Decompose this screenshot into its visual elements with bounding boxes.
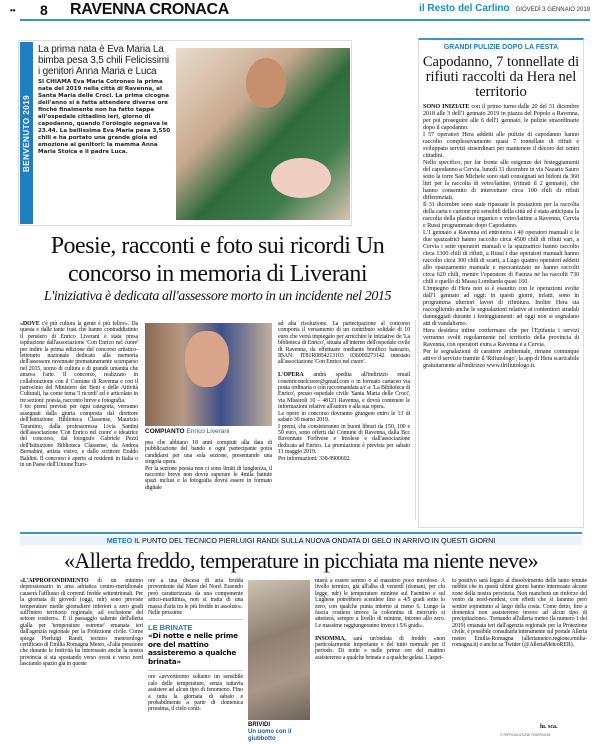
hera-p3: Nello specifico, per far fronte alle esigenze dei festeggiamenti del capodanno a Cervia, lunedì 31 dicembre in via Nazario Sauro sotto la torre San Michele sono stati consegnati sei bidoni da 360 litri per la raccolta di vetro/lattine, (ritirati il 2 gennaio), che hanno consentito di intercettare circa 100 chili di rifiuti differenziati. xyxy=(423,159,579,201)
hera-p5: L'1 gennaio a Ravenna ed entroterra i 40 operatori manuali e le due spazzatrici hanno raccolto circa 4500 chili di rifiuti vari, a Cervia i sette operatori manuali e la spazzatrice hanno raccolto circa 1300 chili di rifiuti, a Russi i due operatori manuali hanno raccolto circa 300 chili di scarti, a Lugo quattro operatori addetti allo spazzamento manuale e meccanizzato ne hanno raccolti circa 620 chili, mentre l'operatore di Faenza ne ha raccolti 730 chili e quello di Massa Lombarda quasi 160. xyxy=(423,229,579,285)
meteo-p1: di un minimo depressionario in area adriatica centro-meridionale causerà l'afflusso di correnti fredde settentrionali. Per la giornata di giovedì (oggi, ndr) sono previste temperature medie giornaliere inferiori a zero gradi sull'intero territorio regionale, ad esclusione del settore costiero». È il passaggio saliente dell'allerta gialla per 'temperature estreme' emanata ieri dall'agenzia regionale per la Protezione civile. Come spiega Pierluigi Randi, tecnico meteorologo certificato di Emilia Romagna Meteo, «l'alta pressione che durante le festività ha interessato anche la nostra provincia si sta spostando verso ovest e verso nord lasciando spazio già in queste xyxy=(20,578,143,668)
liverani-headline-text: Poesie, racconti e foto sui ricordi Un concorso in memoria di Liverani xyxy=(50,233,385,287)
brinate-kicker: LE BRINATE xyxy=(148,623,193,633)
liverani-subtitle: L'iniziativa è dedicata all'assessore morto in un incidente nel 2015 xyxy=(43,289,392,304)
liverani-headline xyxy=(23,232,413,288)
birth-article xyxy=(38,44,172,156)
meteo-kicker-text: IL PUNTO DEL TECNICO PIERLUIGI RANDI SULLA NUOVA ONDATA DI GELO IN ARRIVO IN QUESTI GIORNI xyxy=(132,536,496,545)
birth-photo xyxy=(176,48,350,220)
liverani-p7: Le opere in concorso dovranno giungere entro le 13 di sabato 30 marzo 2019. xyxy=(278,410,410,424)
meteo-kicker-bar xyxy=(20,536,582,545)
hera-kicker: GRANDI PULIZIE DOPO LA FESTA xyxy=(443,44,559,51)
meteo-rule xyxy=(20,532,582,534)
meteo-p3: nuerà a essere sereno o al massimo poco nuvoloso. A livello termico, già all'alba di venerdì (domani, per chi legge, ndr) le temperature minime sul Faentino e sul Lughese potrebbero scendere fino a 4/5 gradi sotto lo zero, con qualche punta intorno ai meno 6. Lungo la fascia costiera invece la colonnina di mercurio si attesterà, sempre a livello di minime, intorno allo zero. Le massime raggiungeranno invece i 5/6 gradi». xyxy=(315,578,445,629)
meteo-col4: to positivo sarà legato al dissolvimento delle tanto temute nebbie che in questi ultimi giorni hanno interessato alcune zone della nostra provincia. Non mancherà un rinforzo del vento da nord-nordest, con effetti che si faranno però sentire soprattutto al largo della costa. Come detto, fino a domenica non assisteremo invece ad alcun tipo di precipitazione». Tornando all'allerta meteo (la numero 1 del 2019) emanata ieri dall'agenzia regionale per la Protezione civile, è possibile consultarla interamente sul portale Allerta meteo Emilia-Romagna (allertameteo.regione.emilia-romagna.it) o anche su Twitter (@AllertaMeteoRER). xyxy=(452,578,587,649)
meteo-col1 xyxy=(20,578,143,668)
hera-headline: Capodanno, 7 tonnellate di rifiuti raccolti da Hera nel territorio xyxy=(422,54,580,100)
liverani-p4: Per la sezione poesia non ci sono limiti di lunghezza, il racconto breve non dovrà superare le 4mila battute spazi inclusi e la fotografia dovrà essere in formato digitale xyxy=(145,465,272,491)
liverani-photo xyxy=(145,323,272,426)
liverani-col3 xyxy=(278,321,410,462)
meteo-p4: sarà un'ondata di freddo «non particolarmente importante e del tutto normale per il periodo. Di notte e nelle prime ore del mattino assisteremo a qualche brinata e a qualche gelata. L'aspet- xyxy=(315,635,445,661)
hera-text xyxy=(420,103,582,369)
hera-p4: Il 31 dicembre sono state ripassate le postazioni per la raccolta della carta e cartone più sensibili della città ed è stata anticipata la raccolta della plastica organico e vetro/lattine a Ravenna, Cervia e Russi programmate dopo Capodanno. xyxy=(423,201,580,229)
caption-kicker: BRIVIDI xyxy=(248,722,271,728)
liverani-heading xyxy=(15,232,420,305)
liverani-p3: pea che abbiano 18 anni compiuti alla data di pubblicazione del bando e ogni partecipante potrà candidarsi per una sola sezione, presentando una singola opera. xyxy=(145,440,272,466)
father-face xyxy=(246,58,286,108)
masthead-right xyxy=(395,3,590,14)
liverani-col2 xyxy=(145,440,272,491)
baby xyxy=(271,158,331,198)
hera-p8: Per le segnalazioni di carattere ambientale, rimane comunque attivo il servizio tramite il 'Rifiutologo', la app di Hera scaricabile gratuitamente all'indirizzo www.ilrifiutologo.it. xyxy=(423,348,579,369)
liverani-caption xyxy=(145,428,272,435)
caption-text: Un uomo con il giubbotto xyxy=(248,729,292,742)
meteo-kicker: METEO xyxy=(106,536,133,545)
page-number: 8 xyxy=(40,2,48,18)
hera-article xyxy=(420,44,582,369)
hera-p7: Hera desidera infine confermare che per l'Epifania i servizi verranno svolti regolarmente nel territorio della provincia di Ravenna, con operatori extra a Ravenna e a Cervia. xyxy=(423,327,579,348)
liverani-p2: I tre premi previsti per ogni categoria, verranno assegnati dalla giuria composta dal direttore dell'Istituzione Biblioteca Classense, Maurizio Tarantino, dalla professoressa Livia Santini dell'associazione 'Con Enrico nel cuore' e ideatrice del concorso, dal fotografo Gabriele Pezzi dell'Istituzione Biblioteca Classense, da Andrea Bernabini, artista visivo, e dallo scrittore Eraldo Baldini. Il concorso è aperto ai residenti in Italia o in un Paese dell'Unione Euro- xyxy=(20,404,138,468)
meteo-lead: «L'APPROFONDIMENTO xyxy=(20,578,89,584)
liverani-p9: Per informazioni: 338-9900602. xyxy=(278,455,351,462)
liverani-col1 xyxy=(20,321,138,468)
issue-date: GIOVEDÌ 3 GENNAIO 2019 xyxy=(515,7,590,13)
cold-photo-caption xyxy=(248,722,311,743)
hera-p2: I 57 operatori Hera addetti alle pulizie di capodanno hanno raccolto complessivamente quasi 7 tonnellate di rifiuti e sviluppato servizi straordinari per mantenere il decoro dei centri cittadini. xyxy=(423,131,579,159)
liverani-lead: «DOVE xyxy=(20,321,40,327)
caption-kicker: COMPIANTO xyxy=(145,428,185,435)
copyright-note: © RIPRODUZIONE RISERVATA xyxy=(500,733,551,737)
birth-band: BENVENUTO 2019 xyxy=(20,42,33,224)
section-title: RAVENNA CRONACA xyxy=(70,1,230,18)
column-divider xyxy=(415,320,416,520)
birth-lead: SI CHIAMA xyxy=(38,79,72,85)
hera-lead: SONO INIZIATE xyxy=(423,103,470,110)
birth-headline: La prima nata è Eva Maria La bimba pesa 3,5 chili Felicissimi i genitori Anna Maria e Luca xyxy=(38,44,169,77)
liverani-p5: ad alta risoluzione. La partecipazione al concorso comporta il versamento di un contributo solidale di 10 euro che verrà impiegato per arricchire le iniziative de 'La biblioteca di Enrico', situata all'interno dell'ospedale civile di Ravenna, da effettuare mediante bonifico bancario, IBAN: IT81R0854213103 036000273142 intestato all'associazione 'Con Enrico nel cuore'. xyxy=(278,321,410,366)
meteo-lead2: INSOMMA, xyxy=(315,635,346,642)
liverani-lead2: L'OPERA xyxy=(278,372,304,379)
caption-text: Enrico Liverani xyxy=(186,428,230,435)
author-signature: lu. sca. xyxy=(540,724,558,730)
liverani-p1: c'è più cultura la gente è più felice». Da questa e dalle tante frasi che hanno contraddistinto il pensiero di Enrico Liverani è stata presa ispirazione dall'associazione 'Con Enrico nel cuore' per indire la prima edizione del concorso artistico-letterario nazionale dedicato alla memoria dell'assessore ravennate prematuramente scomparso nel 2015, uomo di cultura e di grande umanità che amava l'arte. Il concorso, realizzato in collaborazione con il Comune di Ravenna e con il patrocinio del Ministero dei Beni e delle Attività Culturali, ha come tema 'I ricordi' ed è articolato in tre sezioni: poesia, racconto breve e fotografia. xyxy=(20,321,138,404)
liverani-p6: andrà spedita all'indirizzo email conenriconelcuore@gmail.com o in formato cartaceo via posta ordinaria o con raccomandata a/r a: 'La Biblioteca di Enrico', presso ospedale civile 'Santa Maria delle Croci', via Missiroli 10 – 48121 Ravenna, e dovrà contenere le informazioni relative all'autore e alla sua opera. xyxy=(278,372,410,411)
hera-p1: con il primo turno dalle 20 del 31 dicembre 2018 alle 3 dell'1 gennaio 2019 in piazza del Popolo a Ravenna, per poi proseguire alle 6 dell'1 gennaio, le pulizie straordinarie dopo il capodanno. xyxy=(423,103,579,131)
page-marker: •• xyxy=(10,6,16,15)
birth-body: Eva Maria Cotroneo la prima nata del 2019 nella città di Ravenna, al Santa Maria delle Croci. La prima cicogna dell'anno si è fatta attendere diverse ore finché finalmente non ha fatto tappa all'ospedale cittadino ieri, giorno di capodanno, quando l'orologio segnava le 23.44. La bellissima Eva Maria pesa 3,550 chili e ha portato una grande gioia ed emozione ai genitori: la mamma Anna Maria Stoica e il padre Luca. xyxy=(38,79,171,155)
liverani-face xyxy=(185,331,229,387)
cold-man-photo xyxy=(248,580,310,720)
liverani-p8: I premi, che consisteranno in buoni librari da 150, 100 e 50 euro, sono offerti dal Comune di Ravenna, dalla Bcc Ravennate Forlivese e Imolese e dall'associazione dedicata ad Enrico. La premiazione è prevista per sabato 11 maggio 2019. xyxy=(278,423,410,456)
birth-text xyxy=(38,79,172,156)
hera-p6: L'impegno di Hera non si è esaurito con le operazioni svolte dall'1 gennaio ad oggi: in questi giorni, infatti, sono in programma ulteriori lavori di rifinitura. Inoltre Hera sta raccogliendo anche le segnalazioni relative ai contenitori stradali danneggiati durante i festeggiamenti: ad oggi non si segnalano atti di vandalismo. xyxy=(423,285,579,327)
brinate-quote: «Di notte e nelle prime ore del mattino assisteremo a qualche brinata» xyxy=(148,631,238,666)
meteo-col3 xyxy=(315,578,445,661)
header-rule xyxy=(20,19,590,21)
newspaper-logo: il Resto del Carlino xyxy=(419,3,510,14)
meteo-col2b: ore «avvertiremo soltanto un sensibile calo delle temperature, senza tuttavia assistere ad alcun tipo di fenomeno. Fino a tutta la giornata di sabato e probabilmente a parte di domenica prossima, il cielo conti- xyxy=(148,674,243,713)
meteo-col2-wrap xyxy=(148,578,243,713)
brinate-box xyxy=(148,619,243,671)
meteo-headline: «Allerta freddo, temperature in picchiata ma niente neve» xyxy=(63,548,538,573)
meteo-col2: ore a una discesa di aria fredda proveniente dal Mare del Nord. Essendo però caratterizzata da una componente artico-marittima, non si tratta di una massa d'aria tra le più fredde in assoluto». Nelle prossime xyxy=(148,578,243,617)
